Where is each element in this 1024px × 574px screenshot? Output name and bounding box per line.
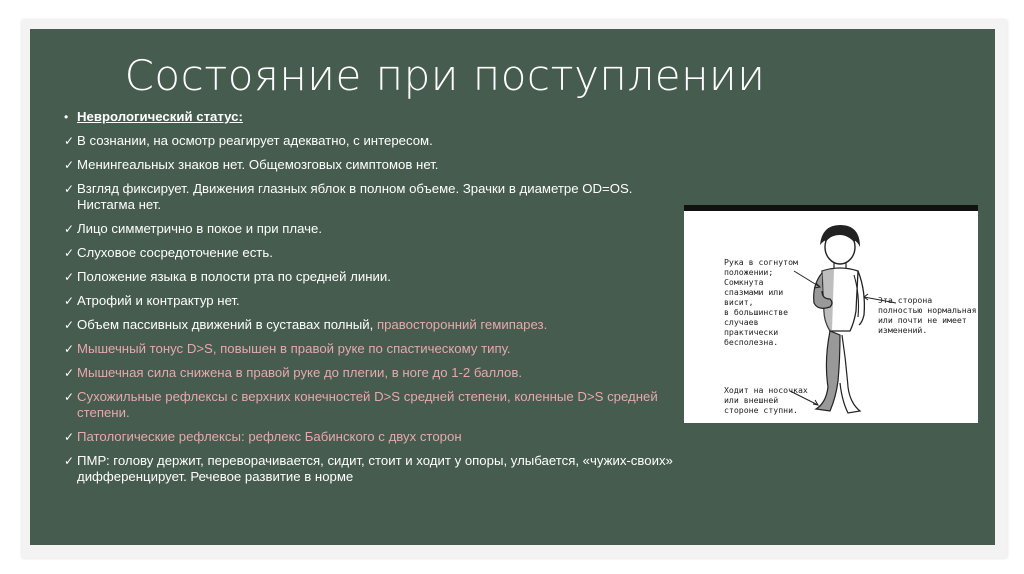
bullet-item bbox=[64, 453, 684, 485]
bullet-text: В сознании, на осмотр реагирует адекватно, с интересом. bbox=[77, 133, 433, 148]
bullet-item bbox=[64, 365, 684, 381]
bullet-item bbox=[64, 317, 684, 333]
bullet-item bbox=[64, 389, 684, 421]
checkmark-icon: ✓ bbox=[64, 182, 75, 196]
hemiparesis-figure bbox=[684, 205, 978, 423]
checkmark-icon: ✓ bbox=[64, 318, 75, 332]
hemiparesis-text: правосторонний гемипарез. bbox=[376, 317, 548, 332]
bullet-marker: • bbox=[64, 110, 69, 124]
bullet-text: Мышечный тонус D>S, повышен в правой руке по спастическому типу. bbox=[77, 341, 511, 356]
bullet-item bbox=[64, 245, 684, 261]
checkmark-icon: ✓ bbox=[64, 270, 75, 284]
bullet-text: Лицо симметрично в покое и при плаче. bbox=[77, 221, 322, 236]
bullet-text-part: Объем пассивных движений в суставах полный, bbox=[77, 317, 377, 332]
bullet-heading bbox=[64, 109, 684, 125]
checkmark-icon: ✓ bbox=[64, 294, 75, 308]
bullet-item bbox=[64, 181, 684, 213]
checkmark-icon: ✓ bbox=[64, 222, 75, 236]
bullet-text: Атрофий и контрактур нет. bbox=[77, 293, 240, 308]
slide bbox=[30, 29, 995, 545]
bullet-text: Слуховое сосредоточение есть. bbox=[77, 245, 273, 260]
bullet-text: Патологические рефлексы: рефлекс Бабинского с двух сторон bbox=[77, 429, 462, 444]
annotation-walking: Ходит на носочках или внешней стороне ступни. bbox=[724, 385, 808, 415]
bullet-item bbox=[64, 221, 684, 237]
bullet-item bbox=[64, 429, 684, 445]
bullet-item bbox=[64, 341, 684, 357]
bullet-text bbox=[77, 317, 547, 333]
bullet-list bbox=[64, 109, 684, 493]
bullet-item bbox=[64, 293, 684, 309]
neuro-status-heading: Неврологический статус: bbox=[77, 109, 243, 124]
checkmark-icon: ✓ bbox=[64, 366, 75, 380]
checkmark-icon: ✓ bbox=[64, 454, 75, 468]
bullet-text: ПМР: голову держит, переворачивается, сидит, стоит и ходит у опоры, улыбается, «чужих-своих» дифференцирует. Речевое развитие в норме bbox=[77, 453, 673, 484]
checkmark-icon: ✓ bbox=[64, 158, 75, 172]
annotation-arm: Рука в согнутом положении; Сомкнута спазмами или висит, в большинстве случаев практически бесполезна. bbox=[724, 257, 798, 347]
bullet-text: Менингеальных знаков нет. Общемозговых симптомов нет. bbox=[77, 157, 439, 172]
annotation-normal-side: Эта сторона полностью нормальная или почти не имеет изменений. bbox=[878, 295, 977, 335]
checkmark-icon: ✓ bbox=[64, 246, 75, 260]
bullet-text: Мышечная сила снижена в правой руке до плегии, в ноге до 1-2 баллов. bbox=[77, 365, 523, 380]
bullet-text: Положение языка в полости рта по средней линии. bbox=[77, 269, 391, 284]
checkmark-icon: ✓ bbox=[64, 390, 75, 404]
checkmark-icon: ✓ bbox=[64, 134, 75, 148]
bullet-item bbox=[64, 133, 684, 149]
bullet-text: Взгляд фиксирует. Движения глазных яблок в полном объеме. Зрачки в диаметре OD=OS. Нистагма нет. bbox=[77, 181, 633, 212]
bullet-item bbox=[64, 269, 684, 285]
bullet-item bbox=[64, 157, 684, 173]
checkmark-icon: ✓ bbox=[64, 342, 75, 356]
checkmark-icon: ✓ bbox=[64, 430, 75, 444]
bullet-text: Сухожильные рефлексы с верхних конечностей D>S средней степени, коленные D>S средней степени. bbox=[77, 389, 658, 420]
slide-title: Состояние при поступлении bbox=[124, 51, 766, 100]
